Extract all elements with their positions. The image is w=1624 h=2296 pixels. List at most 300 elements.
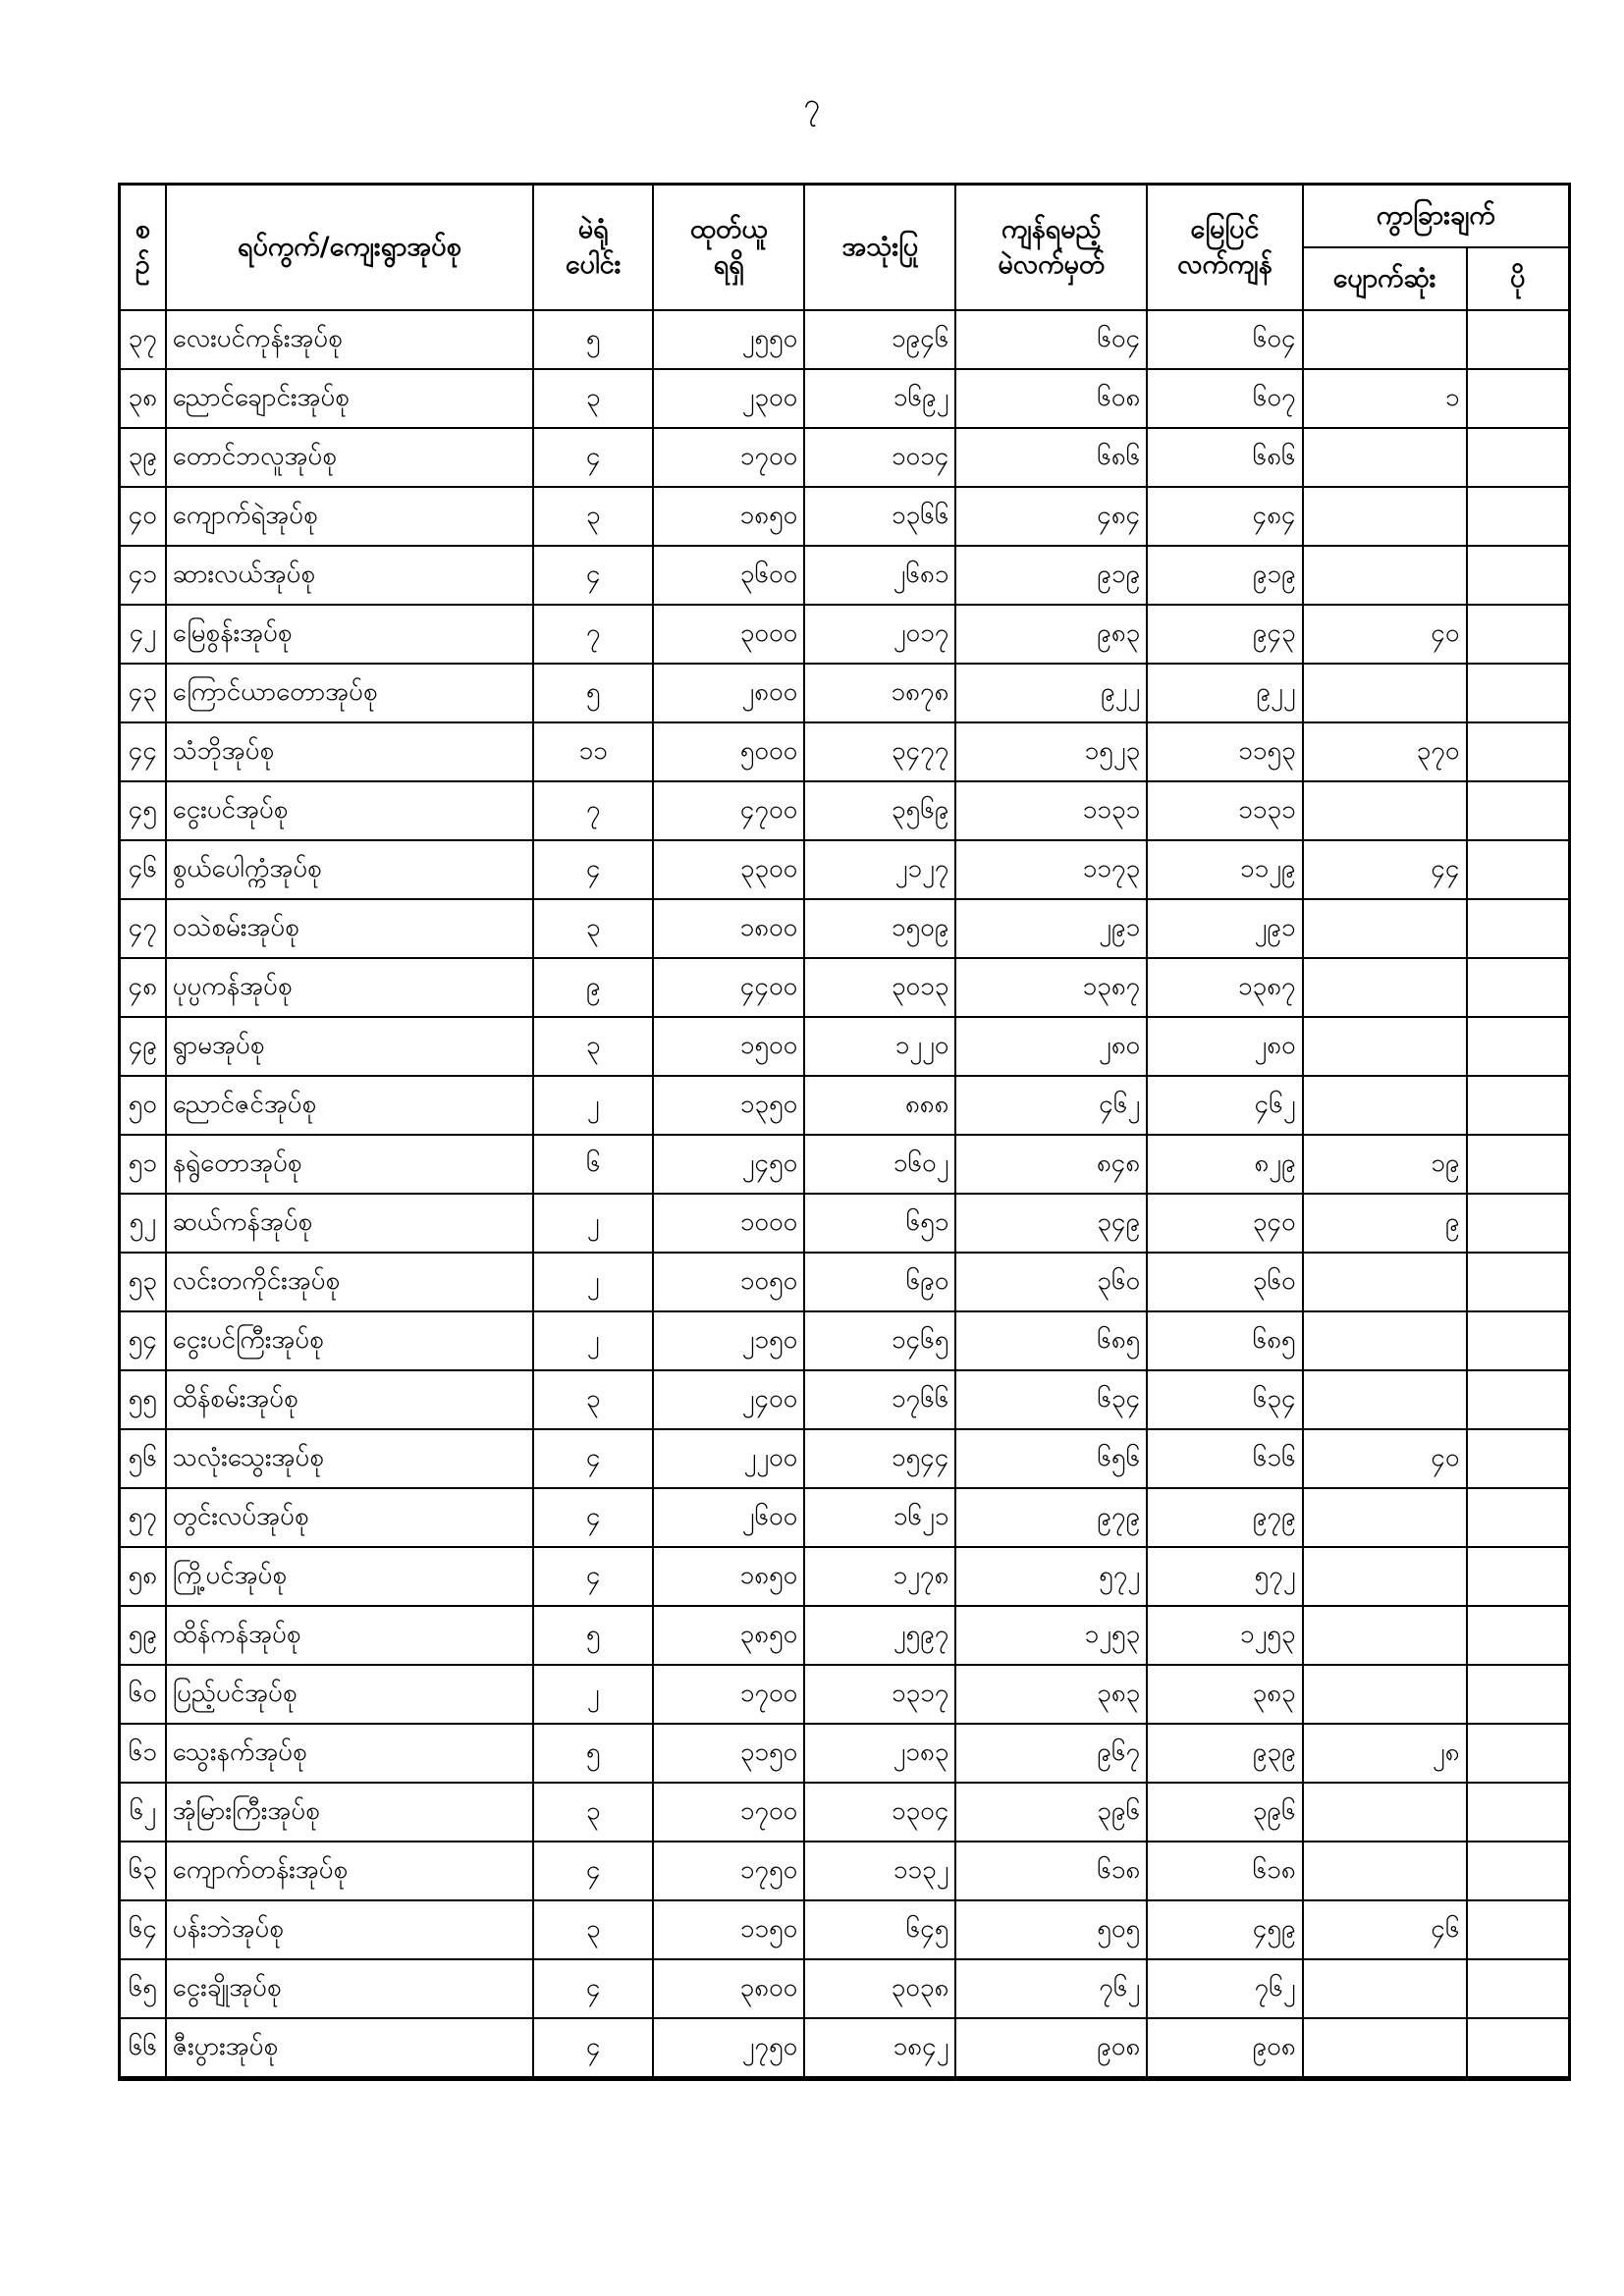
cell-polling-stations: ၄ xyxy=(533,1429,653,1488)
cell-extra xyxy=(1467,1311,1570,1370)
cell-ballots-used: ၁၈၇၈ xyxy=(804,664,955,722)
header-remaining-line2: မဲလက်မှတ် xyxy=(998,249,1106,280)
cell-extra xyxy=(1467,487,1570,546)
cell-ward-name: နရွဲတောအုပ်စု xyxy=(166,1135,534,1194)
cell-ballots-used: ၁၆၀၂ xyxy=(804,1135,955,1194)
cell-polling-stations: ၇ xyxy=(533,781,653,840)
cell-ballots-received: ၁၀၀၀ xyxy=(653,1194,804,1253)
cell-lost xyxy=(1303,1076,1467,1135)
cell-ballots-received: ၁၇၀၀ xyxy=(653,428,804,487)
cell-lost: ၁၉ xyxy=(1303,1135,1467,1194)
table-row xyxy=(120,840,1570,899)
cell-extra xyxy=(1467,1724,1570,1783)
cell-serial-number: ၃၇ xyxy=(120,310,166,369)
cell-polling-stations: ၃ xyxy=(533,1783,653,1842)
cell-ward-name: ရွာမအုပ်စု xyxy=(166,1017,534,1076)
cell-serial-number: ၆၃ xyxy=(120,1842,166,1900)
cell-ground-remaining: ၈၂၉ xyxy=(1147,1135,1302,1194)
cell-ballots-remaining: ၂၈၀ xyxy=(955,1017,1147,1076)
cell-ground-remaining: ၉၄၃ xyxy=(1147,605,1302,664)
cell-ballots-remaining: ၆၁၈ xyxy=(955,1842,1147,1900)
cell-ballots-received: ၂၈၀၀ xyxy=(653,664,804,722)
table-row xyxy=(120,1429,1570,1488)
cell-ground-remaining: ၁၁၂၉ xyxy=(1147,840,1302,899)
cell-ballots-received: ၂၆၀၀ xyxy=(653,1488,804,1547)
cell-lost xyxy=(1303,664,1467,722)
cell-extra xyxy=(1467,1959,1570,2018)
cell-lost xyxy=(1303,781,1467,840)
cell-extra xyxy=(1467,369,1570,428)
cell-ward-name: ပုပ္ပကန်အုပ်စု xyxy=(166,958,534,1017)
table-row xyxy=(120,781,1570,840)
cell-extra xyxy=(1467,1842,1570,1900)
cell-ballots-remaining: ၃၉၆ xyxy=(955,1783,1147,1842)
cell-lost xyxy=(1303,1783,1467,1842)
cell-polling-stations: ၂ xyxy=(533,1665,653,1724)
cell-serial-number: ၆၆ xyxy=(120,2018,166,2079)
cell-ward-name: ညောင်ဇင်အုပ်စု xyxy=(166,1076,534,1135)
cell-ground-remaining: ၆၀၄ xyxy=(1147,310,1302,369)
table-row xyxy=(120,1311,1570,1370)
cell-ballots-received: ၃၃၀၀ xyxy=(653,840,804,899)
cell-ballots-remaining: ၉၆၇ xyxy=(955,1724,1147,1783)
cell-serial-number: ၅၂ xyxy=(120,1194,166,1253)
cell-ballots-received: ၂၁၅၀ xyxy=(653,1311,804,1370)
cell-extra xyxy=(1467,605,1570,664)
cell-extra xyxy=(1467,664,1570,722)
header-serial-line2: ဉ် xyxy=(135,249,150,280)
cell-ballots-remaining: ၉၇၉ xyxy=(955,1488,1147,1547)
cell-lost xyxy=(1303,1017,1467,1076)
cell-ground-remaining: ၆၀၇ xyxy=(1147,369,1302,428)
cell-ward-name: ပြည့်ပင်အုပ်စု xyxy=(166,1665,534,1724)
cell-ballots-remaining: ၁၂၅၃ xyxy=(955,1606,1147,1665)
cell-extra xyxy=(1467,1900,1570,1959)
cell-ballots-remaining: ၃၆၀ xyxy=(955,1253,1147,1311)
cell-extra xyxy=(1467,1783,1570,1842)
cell-polling-stations: ၄ xyxy=(533,840,653,899)
cell-lost: ၄၆ xyxy=(1303,1900,1467,1959)
cell-polling-stations: ၅ xyxy=(533,1606,653,1665)
cell-lost: ၄၀ xyxy=(1303,605,1467,664)
cell-lost xyxy=(1303,958,1467,1017)
cell-polling-stations: ၃ xyxy=(533,1017,653,1076)
cell-ballots-used: ၂၁၂၇ xyxy=(804,840,955,899)
cell-ballots-remaining: ၄၆၂ xyxy=(955,1076,1147,1135)
table-row xyxy=(120,1959,1570,2018)
cell-ground-remaining: ၉၃၉ xyxy=(1147,1724,1302,1783)
cell-ballots-remaining: ၃၈၃ xyxy=(955,1665,1147,1724)
cell-lost xyxy=(1303,1665,1467,1724)
cell-serial-number: ၄၀ xyxy=(120,487,166,546)
cell-ballots-used: ၁၂၇၈ xyxy=(804,1547,955,1606)
table-row xyxy=(120,722,1570,781)
cell-serial-number: ၄၄ xyxy=(120,722,166,781)
cell-ballots-used: ၁၅၀၉ xyxy=(804,899,955,958)
header-difference: ကွာခြားချက် xyxy=(1303,185,1570,248)
cell-serial-number: ၄၃ xyxy=(120,664,166,722)
cell-ballots-used: ၁၃၁၇ xyxy=(804,1665,955,1724)
cell-ballots-used: ၁၁၃၂ xyxy=(804,1842,955,1900)
cell-lost xyxy=(1303,428,1467,487)
cell-ground-remaining: ၅၇၂ xyxy=(1147,1547,1302,1606)
cell-extra xyxy=(1467,310,1570,369)
cell-lost xyxy=(1303,310,1467,369)
header-stations xyxy=(533,185,653,311)
cell-ballots-received: ၁၃၅၀ xyxy=(653,1076,804,1135)
cell-extra xyxy=(1467,958,1570,1017)
cell-ballots-received: ၂၇၅၀ xyxy=(653,2018,804,2079)
cell-ground-remaining: ၆၁၆ xyxy=(1147,1429,1302,1488)
cell-ward-name: ထိန်စမ်းအုပ်စု xyxy=(166,1370,534,1429)
header-serial-line1: စ xyxy=(135,213,150,244)
cell-ground-remaining: ၃၈၃ xyxy=(1147,1665,1302,1724)
cell-serial-number: ၄၇ xyxy=(120,899,166,958)
cell-polling-stations: ၄ xyxy=(533,1547,653,1606)
cell-extra xyxy=(1467,1488,1570,1547)
cell-lost xyxy=(1303,1311,1467,1370)
cell-serial-number: ၄၉ xyxy=(120,1017,166,1076)
cell-ballots-remaining: ၁၁၃၁ xyxy=(955,781,1147,840)
cell-ballots-received: ၃၀၀၀ xyxy=(653,605,804,664)
table-row xyxy=(120,1606,1570,1665)
table-row xyxy=(120,487,1570,546)
table-row xyxy=(120,1017,1570,1076)
cell-ward-name: တွင်းလပ်အုပ်စု xyxy=(166,1488,534,1547)
cell-ward-name: သလုံးသွေးအုပ်စု xyxy=(166,1429,534,1488)
cell-ground-remaining: ၁၁၅၃ xyxy=(1147,722,1302,781)
cell-ballots-received: ၁၁၅၀ xyxy=(653,1900,804,1959)
cell-ward-name: သံဘိုအုပ်စု xyxy=(166,722,534,781)
table-row xyxy=(120,1842,1570,1900)
cell-polling-stations: ၃ xyxy=(533,1900,653,1959)
table-row xyxy=(120,1665,1570,1724)
cell-extra xyxy=(1467,1194,1570,1253)
cell-polling-stations: ၄ xyxy=(533,428,653,487)
cell-ground-remaining: ၆၈၅ xyxy=(1147,1311,1302,1370)
cell-extra xyxy=(1467,1253,1570,1311)
cell-ward-name: ကျောက်ရဲအုပ်စု xyxy=(166,487,534,546)
cell-polling-stations: ၄ xyxy=(533,546,653,605)
cell-extra xyxy=(1467,1076,1570,1135)
cell-ward-name: ငွေးပင်အုပ်စု xyxy=(166,781,534,840)
cell-ballots-remaining: ၆၀၈ xyxy=(955,369,1147,428)
table-row xyxy=(120,1194,1570,1253)
cell-ground-remaining: ၉၇၉ xyxy=(1147,1488,1302,1547)
header-received-line2: ရရှိ xyxy=(713,249,744,280)
table-row xyxy=(120,1253,1570,1311)
cell-polling-stations: ၆ xyxy=(533,1135,653,1194)
header-remaining xyxy=(955,185,1147,311)
table-row xyxy=(120,1724,1570,1783)
cell-polling-stations: ၂ xyxy=(533,1194,653,1253)
cell-lost xyxy=(1303,1488,1467,1547)
cell-ground-remaining: ၁၁၃၁ xyxy=(1147,781,1302,840)
cell-polling-stations: ၅ xyxy=(533,664,653,722)
cell-ballots-used: ၁၃၀၄ xyxy=(804,1783,955,1842)
cell-polling-stations: ၃ xyxy=(533,487,653,546)
cell-ward-name: တောင်ဘလူအုပ်စု xyxy=(166,428,534,487)
header-received-line1: ထုတ်ယူ xyxy=(689,213,768,244)
table-row xyxy=(120,1488,1570,1547)
table-row xyxy=(120,958,1570,1017)
cell-ballots-used: ၂၁၈၃ xyxy=(804,1724,955,1783)
cell-polling-stations: ၂ xyxy=(533,1311,653,1370)
cell-ballots-received: ၁၇၅၀ xyxy=(653,1842,804,1900)
cell-ballots-remaining: ၆၅၆ xyxy=(955,1429,1147,1488)
cell-ballots-used: ၂၅၉၇ xyxy=(804,1606,955,1665)
cell-ballots-remaining: ၇၆၂ xyxy=(955,1959,1147,2018)
cell-ward-name: ဇီးပွားအုပ်စု xyxy=(166,2018,534,2079)
cell-polling-stations: ၁၁ xyxy=(533,722,653,781)
cell-serial-number: ၅၆ xyxy=(120,1429,166,1488)
cell-ground-remaining: ၆၃၄ xyxy=(1147,1370,1302,1429)
cell-ballots-remaining: ၉၂၂ xyxy=(955,664,1147,722)
cell-ground-remaining: ၆၁၈ xyxy=(1147,1842,1302,1900)
cell-ballots-received: ၁၇၀၀ xyxy=(653,1665,804,1724)
cell-serial-number: ၄၂ xyxy=(120,605,166,664)
header-stations-line2: ပေါင်း xyxy=(565,249,622,280)
cell-extra xyxy=(1467,1135,1570,1194)
cell-lost xyxy=(1303,1959,1467,2018)
cell-ward-name: စွယ်ပေါက္ကံအုပ်စု xyxy=(166,840,534,899)
table-row xyxy=(120,1547,1570,1606)
cell-serial-number: ၅၁ xyxy=(120,1135,166,1194)
cell-ward-name: အုံမြားကြီးအုပ်စု xyxy=(166,1783,534,1842)
cell-lost: ၄၀ xyxy=(1303,1429,1467,1488)
cell-ground-remaining: ၉၁၉ xyxy=(1147,546,1302,605)
cell-serial-number: ၅၀ xyxy=(120,1076,166,1135)
cell-extra xyxy=(1467,1547,1570,1606)
cell-ballots-remaining: ၅၀၅ xyxy=(955,1900,1147,1959)
table-row xyxy=(120,1370,1570,1429)
cell-lost: ၉ xyxy=(1303,1194,1467,1253)
cell-serial-number: ၆၁ xyxy=(120,1724,166,1783)
cell-ballots-remaining: ၄၈၄ xyxy=(955,487,1147,546)
cell-ballots-used: ၆၄၅ xyxy=(804,1900,955,1959)
cell-ballots-remaining: ၁၅၂၃ xyxy=(955,722,1147,781)
cell-extra xyxy=(1467,1606,1570,1665)
cell-serial-number: ၅၃ xyxy=(120,1253,166,1311)
cell-ward-name: ငွေးချိုအုပ်စု xyxy=(166,1959,534,2018)
cell-ballots-used: ၂၆၈၁ xyxy=(804,546,955,605)
cell-ballots-received: ၁၈၅၀ xyxy=(653,1547,804,1606)
table-body xyxy=(120,310,1570,2079)
cell-ground-remaining: ၁၃၈၇ xyxy=(1147,958,1302,1017)
cell-ballots-remaining: ၃၄၉ xyxy=(955,1194,1147,1253)
cell-serial-number: ၄၁ xyxy=(120,546,166,605)
header-extra: ပို xyxy=(1467,247,1570,310)
cell-lost xyxy=(1303,2018,1467,2079)
cell-ballots-used: ၁၄၆၅ xyxy=(804,1311,955,1370)
cell-ward-name: လင်းတကိုင်းအုပ်စု xyxy=(166,1253,534,1311)
cell-ballots-remaining: ၂၉၁ xyxy=(955,899,1147,958)
cell-ward-name: ငွေးပင်ကြီးအုပ်စု xyxy=(166,1311,534,1370)
cell-polling-stations: ၇ xyxy=(533,605,653,664)
header-remaining-line1: ကျန်ရမည့် xyxy=(1001,213,1102,244)
cell-serial-number: ၃၉ xyxy=(120,428,166,487)
cell-ward-name: ကျောက်တန်းအုပ်စု xyxy=(166,1842,534,1900)
cell-ground-remaining: ၇၆၂ xyxy=(1147,1959,1302,2018)
cell-ballots-used: ၁၈၄၂ xyxy=(804,2018,955,2079)
cell-ground-remaining: ၉၂၂ xyxy=(1147,664,1302,722)
cell-ballots-received: ၄၇၀၀ xyxy=(653,781,804,840)
cell-polling-stations: ၂ xyxy=(533,1076,653,1135)
cell-ballots-received: ၃၁၅၀ xyxy=(653,1724,804,1783)
cell-lost xyxy=(1303,1370,1467,1429)
cell-serial-number: ၅၈ xyxy=(120,1547,166,1606)
cell-ground-remaining: ၄၅၉ xyxy=(1147,1900,1302,1959)
cell-ballots-used: ၁၇၆၆ xyxy=(804,1370,955,1429)
table-row xyxy=(120,1783,1570,1842)
cell-polling-stations: ၄ xyxy=(533,2018,653,2079)
cell-serial-number: ၆၀ xyxy=(120,1665,166,1724)
header-serial xyxy=(120,185,166,311)
cell-ballots-remaining: ၈၄၈ xyxy=(955,1135,1147,1194)
table-row xyxy=(120,2018,1570,2079)
cell-ward-name: ကြောင်ယာတောအုပ်စု xyxy=(166,664,534,722)
cell-ballots-received: ၂၄၀၀ xyxy=(653,1370,804,1429)
header-received xyxy=(653,185,804,311)
cell-ballots-received: ၁၈၀၀ xyxy=(653,899,804,958)
cell-ballots-received: ၃၈၀၀ xyxy=(653,1959,804,2018)
cell-ballots-remaining: ၉၁၉ xyxy=(955,546,1147,605)
cell-ballots-remaining: ၆၀၄ xyxy=(955,310,1147,369)
cell-ward-name: လေးပင်ကုန်းအုပ်စု xyxy=(166,310,534,369)
cell-polling-stations: ၄ xyxy=(533,1842,653,1900)
cell-ballots-received: ၄၄၀၀ xyxy=(653,958,804,1017)
cell-serial-number: ၅၅ xyxy=(120,1370,166,1429)
cell-ground-remaining: ၄၈၄ xyxy=(1147,487,1302,546)
cell-ground-remaining: ၂၈၀ xyxy=(1147,1017,1302,1076)
cell-lost: ၄၄ xyxy=(1303,840,1467,899)
cell-extra xyxy=(1467,1665,1570,1724)
cell-ballots-used: ၃၀၃၈ xyxy=(804,1959,955,2018)
cell-serial-number: ၄၈ xyxy=(120,958,166,1017)
cell-extra xyxy=(1467,1370,1570,1429)
cell-serial-number: ၅၇ xyxy=(120,1488,166,1547)
cell-serial-number: ၆၂ xyxy=(120,1783,166,1842)
cell-ballots-used: ၁၅၄၄ xyxy=(804,1429,955,1488)
cell-extra xyxy=(1467,428,1570,487)
table-row xyxy=(120,664,1570,722)
table-row xyxy=(120,605,1570,664)
cell-serial-number: ၃၈ xyxy=(120,369,166,428)
cell-ballots-received: ၅၀၀၀ xyxy=(653,722,804,781)
cell-ballots-received: ၂၂၀၀ xyxy=(653,1429,804,1488)
cell-lost xyxy=(1303,487,1467,546)
cell-ground-remaining: ၄၆၂ xyxy=(1147,1076,1302,1135)
cell-ground-remaining: ၁၂၅၃ xyxy=(1147,1606,1302,1665)
cell-lost: ၂၈ xyxy=(1303,1724,1467,1783)
cell-extra xyxy=(1467,722,1570,781)
cell-ballots-received: ၂၅၅၀ xyxy=(653,310,804,369)
cell-ground-remaining: ၃၆၀ xyxy=(1147,1253,1302,1311)
cell-ballots-remaining: ၁၃၈၇ xyxy=(955,958,1147,1017)
ballot-statistics-table xyxy=(118,183,1571,2081)
table-row xyxy=(120,428,1570,487)
cell-ballots-used: ၃၅၆၉ xyxy=(804,781,955,840)
cell-ward-name: ညောင်ချောင်းအုပ်စု xyxy=(166,369,534,428)
cell-ballots-received: ၃၈၅၀ xyxy=(653,1606,804,1665)
table-row xyxy=(120,1900,1570,1959)
cell-polling-stations: ၄ xyxy=(533,1959,653,2018)
header-used: အသုံးပြု xyxy=(804,185,955,311)
cell-polling-stations: ၄ xyxy=(533,1488,653,1547)
page-number: ၇ xyxy=(803,87,821,122)
cell-ground-remaining: ၉၀၈ xyxy=(1147,2018,1302,2079)
header-ground-line2: လက်ကျန် xyxy=(1177,249,1272,280)
cell-ground-remaining: ၂၉၁ xyxy=(1147,899,1302,958)
cell-ballots-used: ၆၉၀ xyxy=(804,1253,955,1311)
cell-lost xyxy=(1303,899,1467,958)
cell-ward-name: ဆယ်ကန်အုပ်စု xyxy=(166,1194,534,1253)
cell-serial-number: ၅၄ xyxy=(120,1311,166,1370)
cell-ward-name: ကြို့ပင်အုပ်စု xyxy=(166,1547,534,1606)
cell-extra xyxy=(1467,899,1570,958)
cell-ward-name: ဝသဲစမ်းအုပ်စု xyxy=(166,899,534,958)
cell-ward-name: ပန်းဘဲအုပ်စု xyxy=(166,1900,534,1959)
cell-ballots-received: ၁၇၀၀ xyxy=(653,1783,804,1842)
table-row xyxy=(120,1076,1570,1135)
cell-polling-stations: ၂ xyxy=(533,1253,653,1311)
cell-ballots-used: ၁၆၉၂ xyxy=(804,369,955,428)
cell-polling-stations: ၅ xyxy=(533,1724,653,1783)
cell-ballots-received: ၁၈၅၀ xyxy=(653,487,804,546)
cell-ballots-remaining: ၅၇၂ xyxy=(955,1547,1147,1606)
cell-serial-number: ၄၅ xyxy=(120,781,166,840)
cell-ward-name: ထိန်ကန်အုပ်စု xyxy=(166,1606,534,1665)
cell-extra xyxy=(1467,781,1570,840)
cell-polling-stations: ၉ xyxy=(533,958,653,1017)
cell-ballots-used: ၆၅၁ xyxy=(804,1194,955,1253)
header-ward: ရပ်ကွက်/ကျေးရွာအုပ်စု xyxy=(166,185,534,311)
cell-ground-remaining: ၆၈၆ xyxy=(1147,428,1302,487)
cell-ballots-used: ၃၀၁၃ xyxy=(804,958,955,1017)
table-row xyxy=(120,899,1570,958)
cell-ballots-remaining: ၁၁၇၃ xyxy=(955,840,1147,899)
cell-ground-remaining: ၃၄၀ xyxy=(1147,1194,1302,1253)
cell-lost xyxy=(1303,546,1467,605)
table-row xyxy=(120,546,1570,605)
cell-ballots-used: ၁၉၄၆ xyxy=(804,310,955,369)
table-row xyxy=(120,1135,1570,1194)
cell-ward-name: မြေစွန်းအုပ်စု xyxy=(166,605,534,664)
cell-polling-stations: ၅ xyxy=(533,310,653,369)
cell-ballots-remaining: ၆၈၅ xyxy=(955,1311,1147,1370)
cell-ballots-received: ၁၀၅၀ xyxy=(653,1253,804,1311)
cell-extra xyxy=(1467,2018,1570,2079)
cell-ballots-used: ၃၄၇၇ xyxy=(804,722,955,781)
cell-lost xyxy=(1303,1606,1467,1665)
table-row xyxy=(120,369,1570,428)
cell-polling-stations: ၃ xyxy=(533,899,653,958)
cell-ballots-used: ၁၂၂၀ xyxy=(804,1017,955,1076)
cell-ballots-used: ၁၆၂၁ xyxy=(804,1488,955,1547)
cell-serial-number: ၅၉ xyxy=(120,1606,166,1665)
cell-lost: ၁ xyxy=(1303,369,1467,428)
cell-ballots-remaining: ၆၃၄ xyxy=(955,1370,1147,1429)
cell-ward-name: ဆားလယ်အုပ်စု xyxy=(166,546,534,605)
cell-ballots-used: ၂၀၁၇ xyxy=(804,605,955,664)
table-row xyxy=(120,310,1570,369)
header-ground-line1: မြေပြင် xyxy=(1190,213,1260,244)
cell-ballots-used: ၈၈၈ xyxy=(804,1076,955,1135)
cell-lost: ၃၇၀ xyxy=(1303,722,1467,781)
cell-ballots-received: ၂၃၀၀ xyxy=(653,369,804,428)
cell-ward-name: သွေးနက်အုပ်စု xyxy=(166,1724,534,1783)
cell-extra xyxy=(1467,546,1570,605)
